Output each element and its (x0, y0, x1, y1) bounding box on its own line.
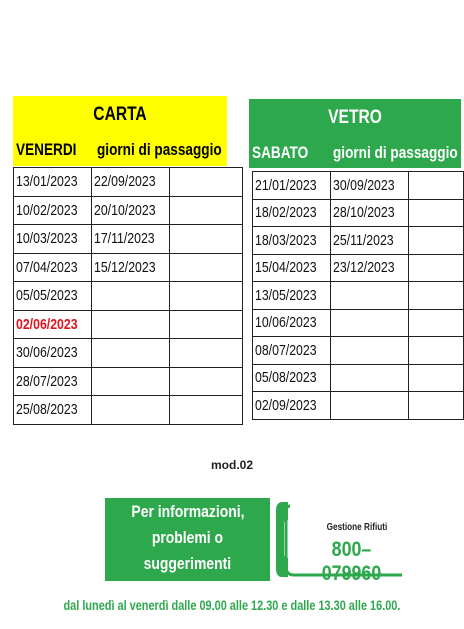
date-cell: 05/08/2023 (253, 364, 331, 392)
date-cell (409, 199, 464, 227)
date-cell (409, 392, 464, 420)
table-row (253, 199, 464, 227)
date-cell: 10/02/2023 (14, 196, 92, 225)
date-cell: 30/06/2023 (14, 339, 92, 368)
date-cell: 10/03/2023 (14, 225, 92, 254)
date-cell (409, 364, 464, 392)
date-cell: 18/02/2023 (253, 199, 331, 227)
office-hours: dal lunedì al venerdì dalle 09.00 alle 12.30 e dalle 13.30 alle 16.00. (63, 597, 401, 613)
toll-free-number: 800–079960 (321, 538, 382, 585)
date-cell: 20/10/2023 (92, 196, 170, 225)
carta-day-label: VENERDI (16, 140, 77, 159)
date-cell: 02/09/2023 (253, 392, 331, 420)
table-row (14, 339, 243, 368)
vetro-header (249, 99, 461, 168)
date-cell: 15/12/2023 (92, 253, 170, 282)
table-row (253, 392, 464, 420)
date-cell (409, 227, 464, 255)
table-row (253, 227, 464, 255)
date-cell: 23/12/2023 (331, 254, 409, 282)
date-cell (92, 310, 170, 339)
date-cell (331, 364, 409, 392)
date-cell: 18/03/2023 (253, 227, 331, 255)
date-cell: 22/09/2023 (92, 168, 170, 197)
date-cell (409, 254, 464, 282)
date-cell: 28/07/2023 (14, 367, 92, 396)
table-row (14, 168, 243, 197)
date-cell (409, 172, 464, 200)
date-cell (409, 282, 464, 310)
date-cell (92, 339, 170, 368)
date-cell: 25/08/2023 (14, 396, 92, 425)
date-cell (331, 309, 409, 337)
vetro-title: VETRO (328, 107, 382, 128)
table-row (14, 196, 243, 225)
date-cell: 17/11/2023 (92, 225, 170, 254)
table-row (14, 282, 243, 311)
contact-label: Gestione Rifiuti (326, 522, 387, 533)
vetro-day-label: SABATO (252, 143, 309, 162)
table-row (253, 337, 464, 365)
carta-subtitle: giorni di passaggio (97, 140, 222, 159)
date-cell: 25/11/2023 (331, 227, 409, 255)
date-cell (409, 337, 464, 365)
table-row (14, 396, 243, 425)
info-box (105, 498, 270, 581)
date-cell: 21/01/2023 (253, 172, 331, 200)
date-cell (409, 309, 464, 337)
module-code: mod.02 (210, 458, 253, 472)
date-cell: 08/07/2023 (253, 337, 331, 365)
date-cell (170, 168, 243, 197)
date-cell (331, 392, 409, 420)
date-cell: 07/04/2023 (14, 253, 92, 282)
info-line: problemi o (151, 528, 224, 547)
date-cell (170, 396, 243, 425)
vetro-subtitle: giorni di passaggio (333, 143, 458, 162)
date-cell (170, 196, 243, 225)
info-line: Per informazioni, (130, 502, 245, 521)
date-cell (170, 310, 243, 339)
table-row (253, 282, 464, 310)
date-cell: 05/05/2023 (14, 282, 92, 311)
table-row (14, 225, 243, 254)
contact-box (276, 498, 403, 585)
table-row (253, 254, 464, 282)
date-cell (331, 282, 409, 310)
table-row (14, 367, 243, 396)
date-cell: 13/05/2023 (253, 282, 331, 310)
info-line: suggerimenti (143, 554, 232, 573)
date-cell: 28/10/2023 (331, 199, 409, 227)
table-row (14, 310, 243, 339)
date-cell: 30/09/2023 (331, 172, 409, 200)
date-cell (92, 396, 170, 425)
date-cell (170, 225, 243, 254)
date-cell (170, 282, 243, 311)
carta-title: CARTA (93, 104, 147, 125)
table-row (253, 309, 464, 337)
table-row (253, 364, 464, 392)
carta-schedule-table (13, 167, 243, 425)
date-cell (170, 339, 243, 368)
date-cell: 02/06/2023 (14, 310, 92, 339)
date-cell (92, 282, 170, 311)
carta-header (13, 96, 227, 166)
date-cell: 13/01/2023 (14, 168, 92, 197)
vetro-schedule-table (252, 171, 464, 420)
date-cell: 10/06/2023 (253, 309, 331, 337)
date-cell (170, 367, 243, 396)
date-cell (170, 253, 243, 282)
date-cell (92, 367, 170, 396)
table-row (253, 172, 464, 200)
table-row (14, 253, 243, 282)
date-cell: 15/04/2023 (253, 254, 331, 282)
date-cell (331, 337, 409, 365)
